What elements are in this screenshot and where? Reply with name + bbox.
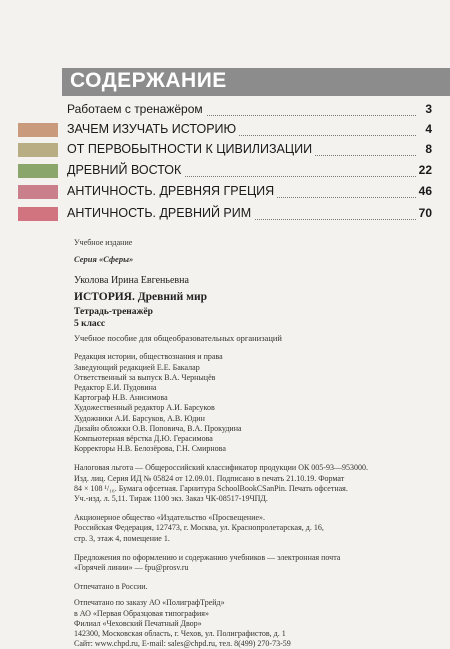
staff-line: Редактор Е.И. Пудовина	[74, 383, 157, 393]
printer-line: Сайт: www.chpd.ru, E-mail: sales@chpd.ru, тел. 8(499) 270-73-59	[74, 639, 291, 649]
staff-line: Художественный редактор А.И. Барсуков	[74, 403, 215, 413]
toc-item-label: ДРЕВНИЙ ВОСТОК	[67, 163, 184, 177]
toc-color-swatch	[18, 185, 58, 199]
publisher-line: стр. 3, этаж 4, помещение 1.	[74, 533, 170, 543]
toc-item-primitive-to-civilization	[0, 141, 450, 161]
author-name: Уколова Ирина Евгеньевна	[74, 275, 189, 287]
toc-item-label: ЗАЧЕМ ИЗУЧАТЬ ИСТОРИЮ	[67, 122, 239, 136]
feedback-line: Предложения по оформлению и содержанию учебников — электронная почта	[74, 552, 341, 562]
tech-line: Налоговая льгота — Общероссийский классификатор продукции ОК 005-93—953000.	[74, 463, 368, 473]
toc-item-page: 3	[425, 102, 432, 116]
staff-line: Компьютерная вёрстка Д.Ю. Герасимова	[74, 434, 213, 444]
tech-line: 84 × 108 ¹/₁₆. Бумага офсетная. Гарнитура SchoolBookCSanPin. Печать офсетная.	[74, 483, 348, 493]
publisher-line: Российская Федерация, 127473, г. Москва, ул. Краснопролетарская, д. 16,	[74, 523, 324, 533]
edition-type: Учебное издание	[74, 238, 133, 247]
book-title: ИСТОРИЯ. Древний мир	[74, 291, 207, 304]
staff-line: Ответственный за выпуск В.А. Черныцёв	[74, 372, 216, 382]
staff-line: Дизайн обложки О.В. Поповича, В.А. Прокудина	[74, 423, 242, 433]
imprint-block	[74, 238, 434, 649]
tech-line: Изд. лиц. Серия ИД № 05824 от 12.09.01. Подписано в печать 21.10.19. Формат	[74, 473, 345, 483]
staff-line: Художники А.И. Барсуков, А.В. Юдин	[74, 413, 205, 423]
toc-item-label: АНТИЧНОСТЬ. ДРЕВНИЙ РИМ	[67, 206, 254, 220]
toc-item-ancient-rome	[0, 205, 450, 225]
feedback-line: «Горячей линии» — fpu@prosv.ru	[74, 563, 189, 573]
printer-line: в АО «Первая Образцовая типография»	[74, 608, 209, 618]
staff-line: Заведующий редакцией Е.Е. Бакалар	[74, 362, 200, 372]
toc-color-swatch	[18, 143, 58, 157]
toc-item-page: 4	[425, 122, 432, 136]
book-grade: 5 класс	[74, 319, 106, 330]
toc-item-ancient-east	[0, 162, 450, 182]
printed-in: Отпечатано в России.	[74, 582, 148, 592]
toc-item-page: 22	[418, 163, 432, 177]
publisher-line: Акционерное общество «Издательство «Просвещение».	[74, 513, 266, 523]
toc-item-page: 70	[418, 206, 432, 220]
toc-item-page: 8	[425, 142, 432, 156]
toc-item-page: 46	[418, 184, 432, 198]
printer-line: Филиал «Чеховский Печатный Двор»	[74, 618, 202, 628]
tech-line: Уч.-изд. л. 5,11. Тираж 1100 экз. Заказ ЧК-08517-19ЧПД.	[74, 494, 268, 504]
toc-item-why-study-history	[0, 121, 450, 141]
toc-color-swatch	[18, 207, 58, 221]
staff-line: Корректоры Н.В. Белозёрова, Г.Н. Смирнова	[74, 444, 226, 454]
printer-line: 142300, Московская область, г. Чехов, ул. Полиграфистов, д. 1	[74, 629, 286, 639]
staff-line: Редакция истории, обществознания и права	[74, 352, 223, 362]
toc-item-label: ОТ ПЕРВОБЫТНОСТИ К ЦИВИЛИЗАЦИИ	[67, 142, 315, 156]
toc-item-label: Работаем с тренажёром	[67, 102, 206, 116]
toc-color-swatch	[18, 123, 58, 137]
toc-item-label: АНТИЧНОСТЬ. ДРЕВНЯЯ ГРЕЦИЯ	[67, 184, 277, 198]
book-subtitle: Тетрадь-тренажёр	[74, 307, 153, 318]
staff-line: Картограф Н.В. Анисимова	[74, 393, 168, 403]
toc-title: СОДЕРЖАНИЕ	[70, 69, 227, 92]
printer-line: Отпечатано по заказу АО «ПолиграфТрейд»	[74, 598, 225, 608]
toc-item-ancient-greece	[0, 183, 450, 203]
toc-color-swatch	[18, 164, 58, 178]
book-purpose: Учебное пособие для общеобразовательных организаций	[74, 333, 282, 344]
toc-item-work-with-trainer	[0, 101, 450, 121]
series-name: Серия «Сферы»	[74, 254, 134, 265]
